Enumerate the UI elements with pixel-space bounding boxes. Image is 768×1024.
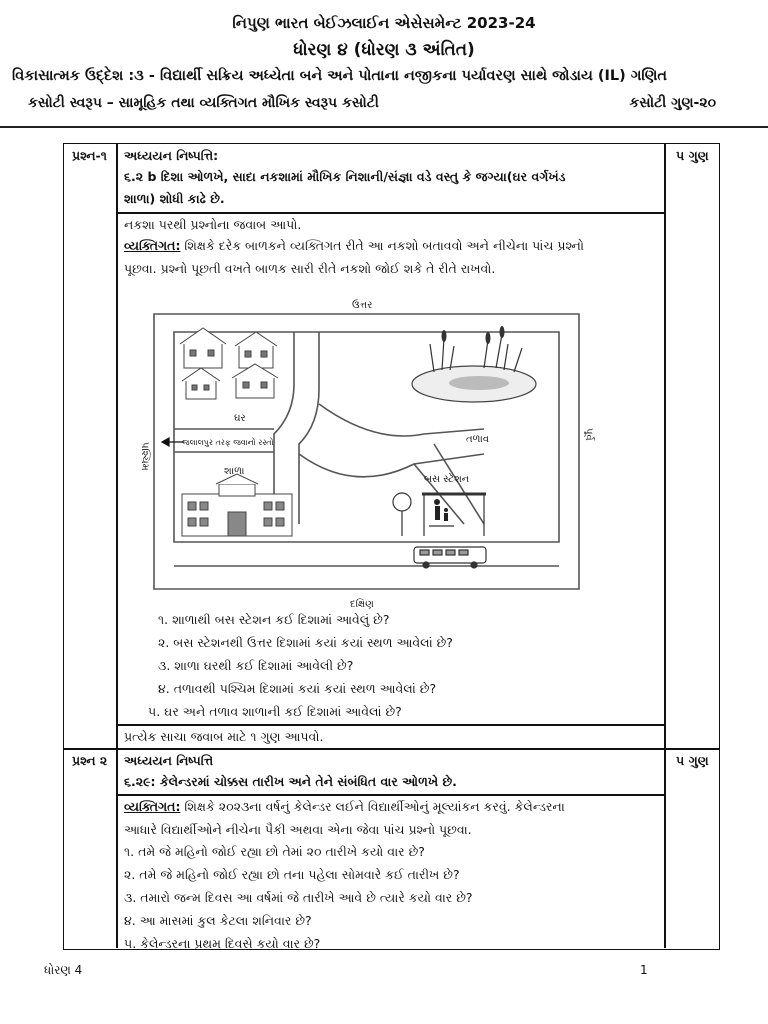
bus-icon [414,547,486,568]
map-label-west: પશ્ચિમ [139,442,150,471]
question-table [63,143,720,950]
grade-heading: ધોરણ ૪ (ધોરણ ૩ અંતિત) [293,40,475,60]
map-label-bus-station: બસ સ્ટેશન [424,474,470,485]
q1-outcome-line1: ૬.૨ b દિશા ઓળખે, સાદા નકશામાં મૌખિક નિશાની/સંજ્ઞા વડે વસ્તુ કે જગ્યા(ઘર વર્ગખંડ [124,169,566,184]
map-label-school: શાળા [224,466,245,477]
map-label-north: ઉત્તર [352,300,373,311]
q1-question-5: ૫. ઘર અને તળાવ શાળાની કઈ દિશામાં આવેલાં છે? [148,704,402,719]
q1-question-3: ૩. શાળા ઘરથી કઈ દિશામાં આવેલી છે? [158,658,354,673]
q1-instruction: નકશા પરથી પ્રશ્નોના જવાબ આપો. [124,217,302,232]
q1-question-4: ૪. તળાવથી પશ્ચિમ દિશામાં કયાં કયાં સ્થળ આવેલાં છે? [158,681,437,696]
q1-marks: ૫ ગુણ [676,148,709,163]
q2-marks: ૫ ગુણ [676,753,709,768]
q1-scoring: પ્રત્યેક સાચા જવાબ માટે ૧ ગુણ આપવો. [124,729,324,744]
q1-outcome-title: અધ્યયન નિષ્પત્તિ: [124,148,219,163]
individual-text: શિક્ષકે ૨૦૨૩ના વર્ષનું કેલેન્ડર લઈને વિદ્યાર્થીઓનું મૂલ્યાંકન કરવું. કેલેન્ડરના [180,799,565,814]
school-icon [182,474,292,536]
document-title: નિપુણ ભારત બેઈઝલાઈન એસેસમેન્ટ 2023-24 [232,14,536,32]
test-marks: કસોટી ગુણ-૨૦ [629,95,716,111]
individual-text: શિક્ષકે દરેક બાળકને વ્યક્તિગત રીતે આ નકશો બતાવવો અને નીચેના પાંચ પ્રશ્નો [180,238,584,253]
q2-individual-2: આધારે વિદ્યાર્થીઓને નીચેના પૈકી અથવા એના જેવા પાંચ પ્રશ્નો પૂછવા. [124,822,472,837]
q2-question-1: ૧. તમે જે મહિનો જોઈ રહ્યા છો તેમાં ૨૦ તારીખે કયો વાર છે? [124,844,425,859]
q1-question-2: ૨. બસ સ્ટેશનથી ઉત્તર દિશામાં કયાં કયાં સ્થળ આવેલાં છે? [158,635,453,650]
map-label-east: પૂર્વ [583,428,594,441]
q2-question-5: ૫. કેલેન્ડરના પ્રથમ દિવસે કયો વાર છે? [124,936,321,951]
map-label-pond: તળાવ [466,434,490,445]
page-number: 1 [640,963,648,977]
objective-line: વિકાસાત્મક ઉદ્દેશ :૩ - વિદ્યાર્થી સક્રિય અધ્યેતા બને અને પોતાના નજીકના પર્યાવરણ સાથે જોડાય (IL) ગણિત [12,68,667,84]
q2-question-4: ૪. આ માસમાં કુલ કેટલા શનિવાર છે? [124,913,312,928]
q1-outcome-line2: શાળા) શોધી કાઢે છે. [124,191,225,206]
col-divider-left [116,144,118,948]
q1-label: પ્રશ્ન-૧ [72,148,107,163]
home-icon [180,328,278,399]
q2-outcome-title: અધ્યયન નિષ્પત્તિ [124,753,214,768]
header-divider [0,126,768,128]
road-arrow-icon [162,438,184,446]
q1-question-1: ૧. શાળાથી બસ સ્ટેશન કઈ દિશામાં આવેલું છે? [158,612,390,627]
q2-question-2: ૨. તમે જે મહિનો જોઈ રહ્યા છો તના પહેલા સોમવારે કઈ તારીખ છે? [124,867,460,882]
q1-individual-2: પૂછવા. પ્રશ્નો પૂછતી વખતે બાળક સારી રીતે નકશો જોઈ શકે તે રીતે રાખવો. [124,261,496,276]
q2-label: પ્રશ્ન ૨ [72,753,108,768]
q2-outcome-line1: ૬.૨૯: કેલેન્ડરમાં ચોક્કસ તારીખ અને તેને સંબંધિત વાર ઓળખે છે. [124,774,457,789]
map-label-home: ઘર [234,413,246,424]
col-divider-right [664,144,666,948]
individual-label: વ્યક્તિગત: [124,799,181,814]
individual-label: વ્યક્તિગત: [124,238,181,253]
map-label-south: દક્ષિણ [350,599,374,610]
map-label-road-sign: જલાલપુર તરફ જવાનો રસ્તો [182,438,274,447]
q2-question-3: ૩. તમારો જન્મ દિવસ આ વર્ષમાં જે તારીખે આવે છે ત્યારે કયો વાર છે? [124,890,473,905]
pond-icon [412,326,536,402]
q1-individual [124,234,584,257]
test-type: કસોટી સ્વરૂપ – સામૂહિક તથા વ્યક્તિગત મૌખિક સ્વરૂપ કસોટી [28,95,379,111]
directions-map [124,294,604,614]
footer-grade: ધોરણ 4 [44,963,83,977]
q2-individual [124,795,565,818]
